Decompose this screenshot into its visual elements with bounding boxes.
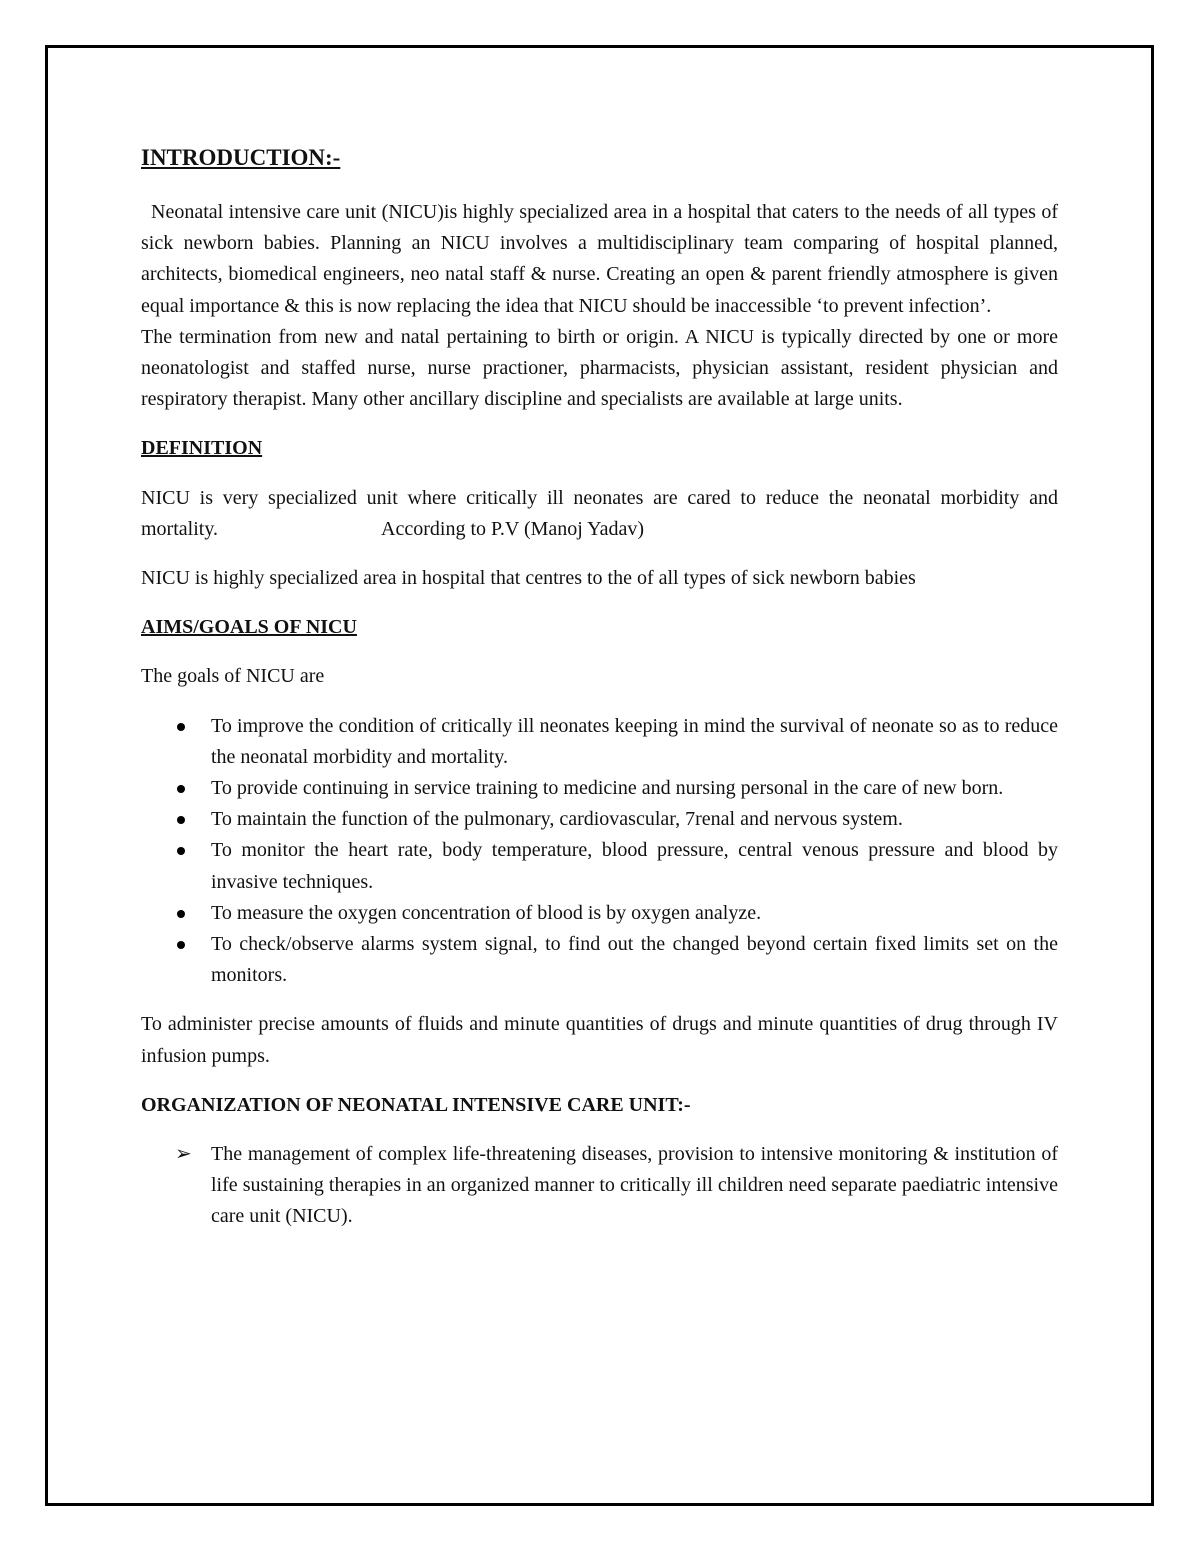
aims-intro: The goals of NICU are [141,665,325,688]
organization-item-text: The management of complex life-threatening diseases, provision to intensive monitoring & institution of life sustaining therapies in an organized manner to critically ill children need separate paediatric intensive care unit (NICU). [211,1143,1058,1228]
bullet-icon [177,847,185,855]
aims-item-text: To monitor the heart rate, body temperature, blood pressure, central venous pressure and blood by invasive techniques. [211,839,1058,893]
document-body [141,140,1058,1233]
definition-heading: DEFINITION [141,437,263,460]
bullet-icon [177,910,185,918]
list-item [141,835,1058,897]
list-item [141,1139,1058,1233]
aims-item-text: To provide continuing in service training to medicine and nursing personal in the care of new born. [211,777,1004,800]
organization-list [141,1139,1058,1233]
list-item [141,929,1058,991]
aims-item-text: To measure the oxygen concentration of blood is by oxygen analyze. [211,901,762,924]
definition-paragraph-2: NICU is highly specialized area in hospital that centres to the of all types of sick newborn babies [141,567,916,590]
list-item [141,773,1058,804]
bullet-icon [177,723,185,731]
introduction-heading: INTRODUCTION:- [141,145,341,170]
list-item [141,804,1058,835]
aims-closing-paragraph: To administer precise amounts of fluids and minute quantities of drugs and minute quantities of drug through IV infusion pumps. [141,1013,1058,1067]
list-item [141,711,1058,773]
aims-list [141,711,1058,992]
aims-item-text: To check/observe alarms system signal, to find out the changed beyond certain fixed limits set on the monitors. [211,933,1058,987]
organization-heading: ORGANIZATION OF NEONATAL INTENSIVE CARE UNIT:- [141,1093,691,1116]
bullet-icon [177,816,185,824]
introduction-paragraph-2: The termination from new and natal pertaining to birth or origin. A NICU is typically directed by one or more neonatologist and staffed nurse, nurse practioner, pharmacists, physician assistant, resident physician and respiratory therapist. Many other ancillary discipline and specialists are available at large units. [141,325,1058,411]
definition-text: NICU is very specialized unit where critically ill neonates are cared to reduce the neonatal morbidity and mortality. [141,486,1058,540]
aims-heading: AIMS/GOALS OF NICU [141,616,357,639]
aims-item-text: To improve the condition of critically ill neonates keeping in mind the survival of neonate so as to reduce the neonatal morbidity and mortality. [211,714,1058,768]
bullet-icon [177,941,185,949]
definition-attribution: According to P.V (Manoj Yadav) [381,517,644,540]
list-item [141,898,1058,929]
arrow-bullet-icon: ➢ [175,1143,192,1166]
definition-paragraph-1 [141,483,1058,545]
bullet-icon [177,785,185,793]
aims-item-text: To maintain the function of the pulmonary, cardiovascular, 7renal and nervous system. [211,808,903,831]
introduction-paragraph-1: Neonatal intensive care unit (NICU)is highly specialized area in a hospital that caters to the needs of all types of sick newborn babies. Planning an NICU involves a multidisciplinary team comparing of hospital planned, architects, biomedical engineers, neo natal staff & nurse. Creating an open & parent friendly atmosphere is given equal importance & this is now replacing the idea that NICU should be inaccessible ‘to prevent infection’. [141,201,1058,317]
